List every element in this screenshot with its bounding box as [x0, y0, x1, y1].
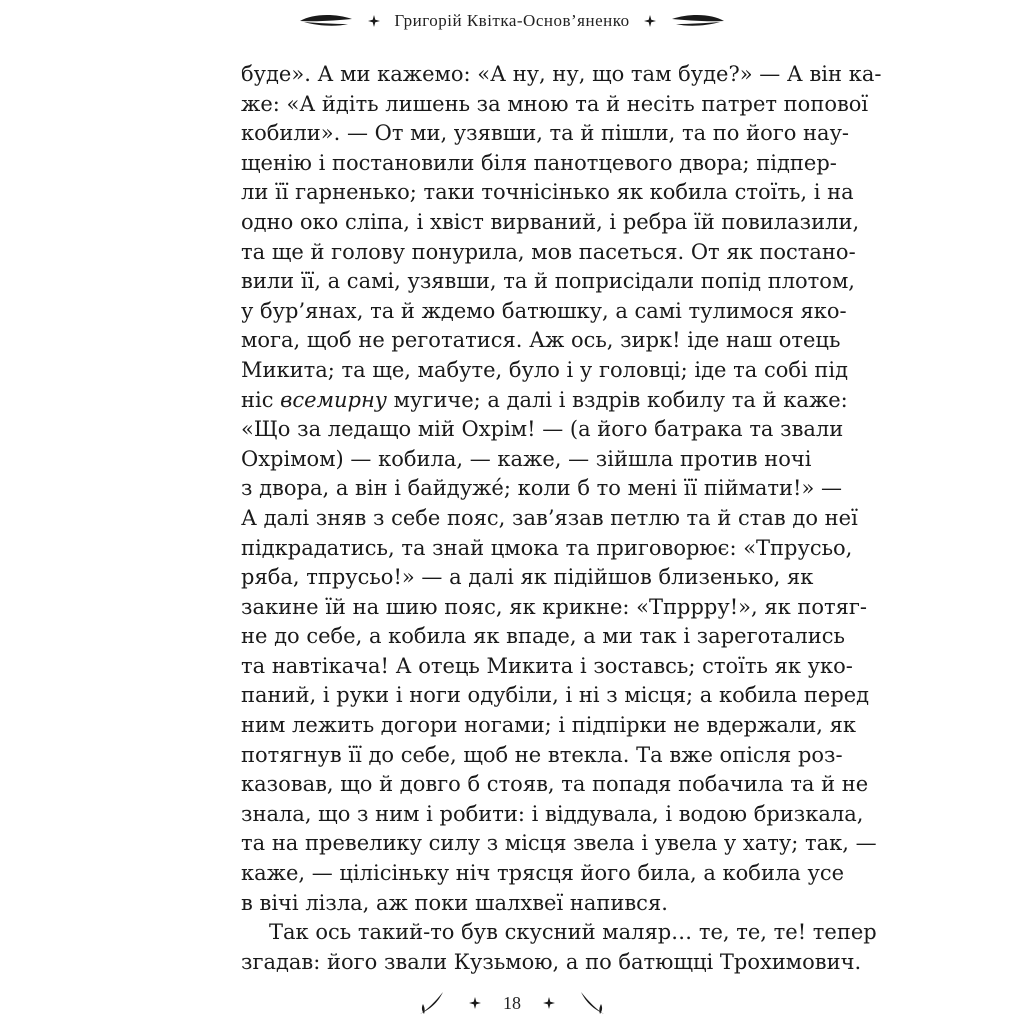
four-point-star-icon: [644, 15, 656, 27]
text-line: та навтікача! А отець Микита і зоставсь; стоїть як укo-: [241, 653, 853, 678]
four-point-star-icon: [368, 15, 380, 27]
text-line: закине їй на шию пояс, як крикне: «Тпррру!», як потяг-: [241, 594, 867, 619]
text-line: підкрадатись, та знай цмока та приговорює: «Тпрусьо,: [241, 535, 853, 560]
leaf-ornament-icon: [670, 13, 726, 29]
text-line: у бур’янах, та й ждемо батюшку, а самі тулимося яко-: [241, 298, 847, 323]
page-footer: [0, 988, 1024, 1018]
text-line: буде». А ми кажемо: «А ну, ну, що там буде?» — А він ка-: [241, 62, 882, 86]
text-fragment: мугиче; а далі і вздрів кобилу та й каже:: [386, 387, 848, 412]
text-line: вили її, а самі, узявши, та й поприсідали попід плотом,: [241, 269, 855, 294]
text-line: Охрімом) — кобила, — каже, — зійшла против ночі: [241, 446, 812, 471]
text-line: щенію і постановили біля панотцевого двора; підпер-: [241, 150, 837, 175]
running-header: [0, 8, 1024, 34]
text-line: казовав, що й довго б стояв, та попадя побачила та й не: [241, 772, 869, 797]
leaf-ornament-icon: [298, 13, 354, 29]
text-line: «Що за ледащо мій Охрім! — (а його батрака та звали: [241, 417, 844, 442]
body-text: [241, 60, 882, 977]
running-header-title: Григорій Квітка-Основ’яненко: [394, 11, 630, 30]
text-line: Микита; та ще, мабуте, було і у головці; іде та собі під: [241, 357, 849, 382]
text-line: ним лежить догори ногами; і підпірки не вдержали, як: [241, 713, 856, 738]
text-line: та ще й голову понурила, мов пасеться. От як постано-: [241, 239, 856, 264]
text-line: А далі зняв з себе пояс, зав’язав петлю та й став до неї: [241, 505, 858, 530]
text-line: з двора, а він і байдужé; коли б то мені її піймати!» —: [241, 476, 843, 501]
italic-word: всемирну: [280, 387, 387, 412]
text-line: та на превелику силу з місця звела і увела у хату; так, —: [241, 831, 877, 856]
text-line: [241, 386, 848, 416]
text-line: каже, — цілісіньку ніч трясця його била, а кобила усе: [241, 861, 845, 886]
four-point-star-icon: [469, 997, 481, 1009]
text-line: потягнув її до себе, щоб не втекла. Та вже опісля роз-: [241, 742, 843, 767]
text-line: одно око сліпа, і хвіст вирваний, і ребра їй повилазили,: [241, 209, 860, 234]
text-line: згадав: його звали Кузьмою, а по батющці Трохимович.: [241, 949, 862, 974]
text-line: в вічі лізла, аж поки шалхвеї напився.: [241, 890, 668, 915]
text-fragment: ніс: [241, 387, 281, 412]
text-line: же: «А йдіть лишень за мною та й несіть патрет попової: [241, 91, 869, 116]
paragraph-2: [241, 918, 877, 977]
text-line: ли її гарненько; таки точнісінько як кобила стоїть, і на: [241, 180, 854, 205]
leaf-sprig-icon: [417, 990, 447, 1016]
text-line: ряба, тпрусьо!» — а далі як підійшов близенько, як: [241, 565, 814, 590]
text-line: мога, щоб не реготатися. Аж ось, зирк! іде наш отець: [241, 328, 841, 353]
text-line: не до себе, а кобила як впаде, а ми так і зареготались: [241, 624, 845, 649]
text-line: кобили». — От ми, узявши, та й пішли, та по його нау-: [241, 121, 850, 146]
paragraph-1: [241, 60, 882, 918]
four-point-star-icon: [543, 997, 555, 1009]
text-line: паний, і руки і ноги одубіли, і ні з місця; а кобила перед: [241, 683, 870, 708]
text-line: знала, що з ним і робити: і віддувала, і водою бризкала,: [241, 801, 864, 826]
page-number: 18: [503, 992, 521, 1013]
leaf-sprig-icon: [577, 990, 607, 1016]
text-line: Так ось такий-то був скусний маляр… те, те, те! тепер: [269, 920, 877, 945]
